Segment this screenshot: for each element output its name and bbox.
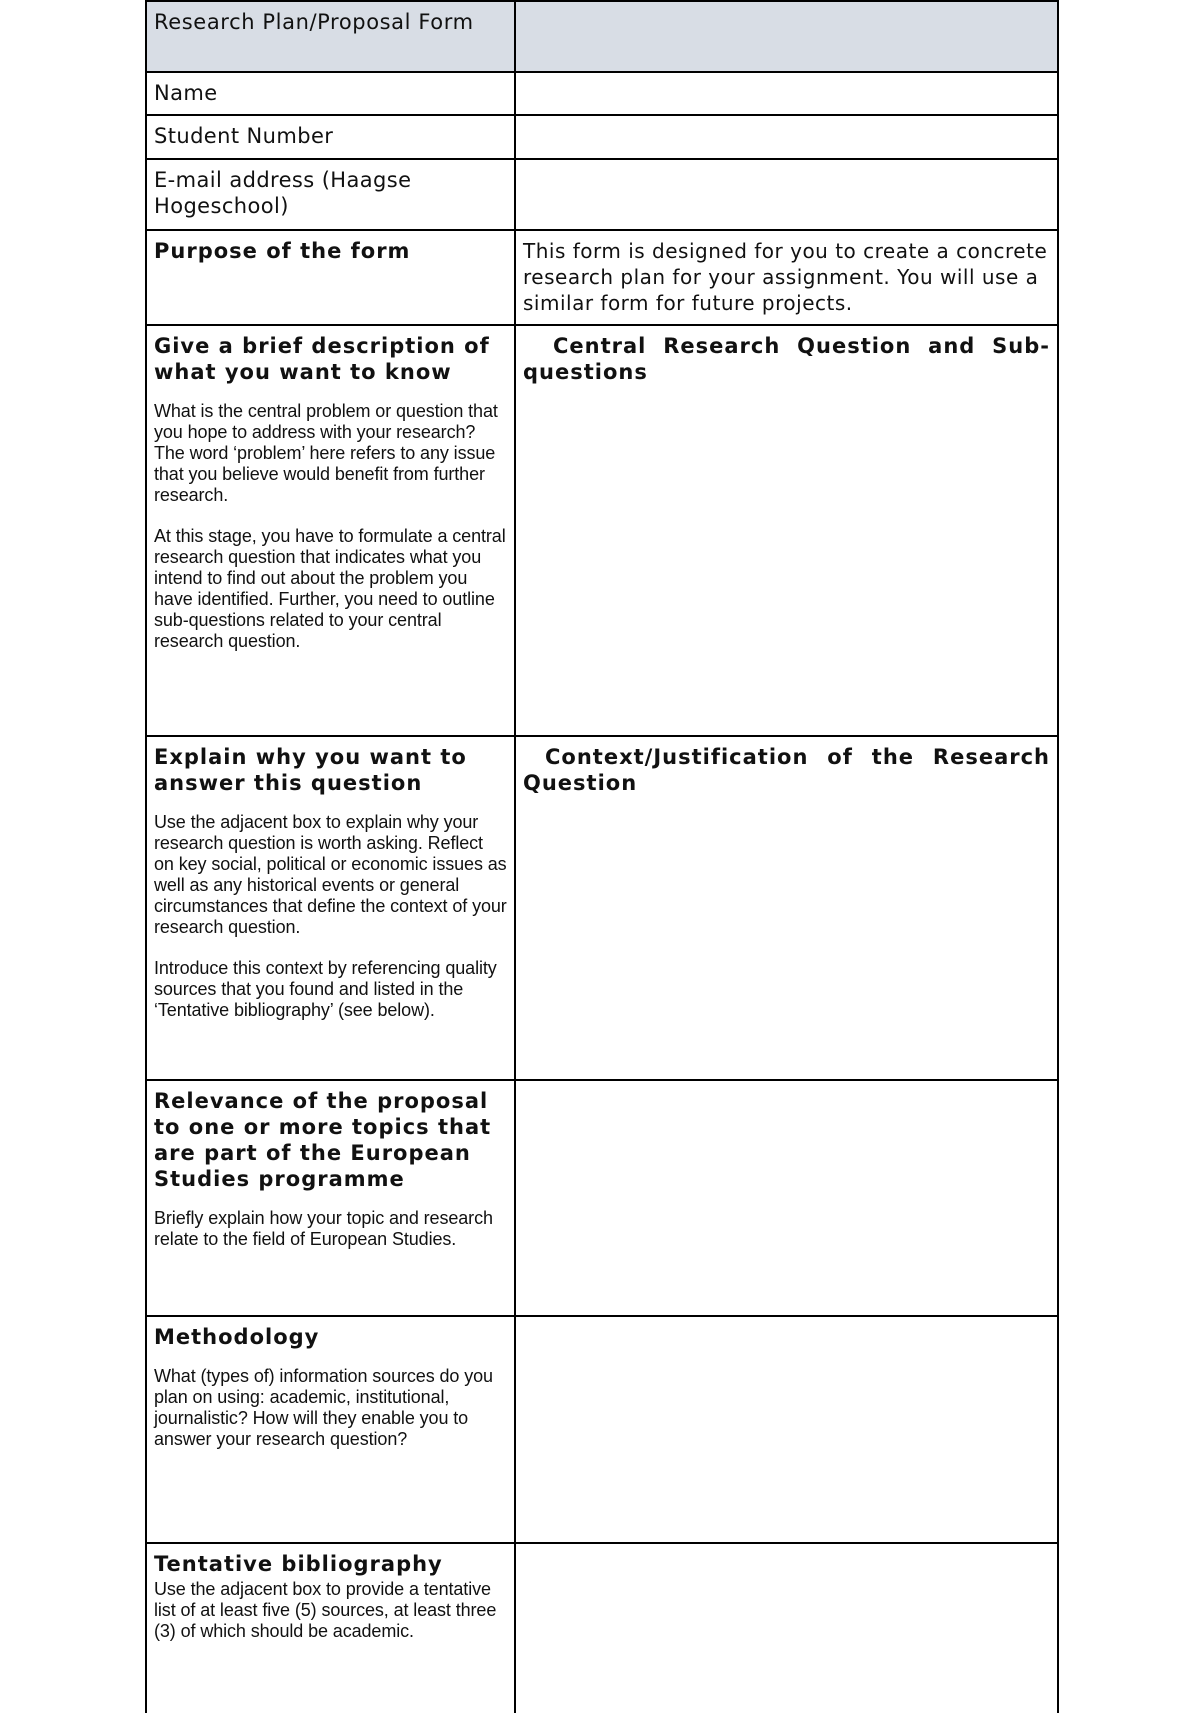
- student-number-row: [146, 115, 1058, 159]
- justification-para-1: Use the adjacent box to explain why your research question is worth asking. Reflect on key social, political or economic issues as well as any historical events or general circumstances that define the context of your research question.: [154, 812, 507, 937]
- justification-heading: Explain why you want to answer this question: [154, 745, 467, 795]
- name-label: Name: [146, 72, 515, 115]
- methodology-row: [146, 1316, 1058, 1543]
- bibliography-row: [146, 1543, 1058, 1713]
- header-empty-cell: [515, 1, 1058, 72]
- header-row: [146, 1, 1058, 72]
- question-description-cell: [146, 325, 515, 736]
- methodology-field[interactable]: [515, 1316, 1058, 1543]
- name-field[interactable]: [515, 72, 1058, 115]
- bibliography-heading: Tentative bibliography: [154, 1552, 443, 1576]
- relevance-description-cell: [146, 1080, 515, 1316]
- student-number-field[interactable]: [515, 115, 1058, 159]
- name-row: [146, 72, 1058, 115]
- bibliography-description-cell: [146, 1543, 515, 1713]
- research-proposal-form: [145, 0, 1059, 1713]
- justification-field[interactable]: [515, 736, 1058, 1080]
- form-title: Research Plan/Proposal Form: [146, 1, 515, 72]
- question-row: [146, 325, 1058, 736]
- email-label: E-mail address (Haagse Hogeschool): [146, 159, 515, 230]
- question-para-2: At this stage, you have to formulate a central research question that indicates what you intend to find out about the problem you have identified. Further, you need to outline sub-questions related to your central research question.: [154, 526, 506, 651]
- purpose-row: [146, 230, 1058, 325]
- bibliography-field[interactable]: [515, 1543, 1058, 1713]
- question-heading: Give a brief description of what you want to know: [154, 334, 490, 384]
- email-field[interactable]: [515, 159, 1058, 230]
- justification-field-heading: Context/Justification of the Research Question: [523, 745, 1050, 795]
- relevance-heading: Relevance of the proposal to one or more topics that are part of the European Studies programme: [154, 1089, 492, 1191]
- purpose-text: This form is designed for you to create a concrete research plan for your assignment. You will use a similar form for future projects.: [515, 230, 1058, 325]
- relevance-row: [146, 1080, 1058, 1316]
- student-number-label: Student Number: [146, 115, 515, 159]
- relevance-para-1: Briefly explain how your topic and research relate to the field of European Studies.: [154, 1208, 493, 1249]
- question-para-1: What is the central problem or question that you hope to address with your research? The word ‘problem’ here refers to any issue that you believe would benefit from further research.: [154, 401, 498, 505]
- methodology-para-1: What (types of) information sources do you plan on using: academic, institutional, journalistic? How will they enable you to answer your research question?: [154, 1366, 493, 1449]
- relevance-field[interactable]: [515, 1080, 1058, 1316]
- methodology-description-cell: [146, 1316, 515, 1543]
- justification-para-2: Introduce this context by referencing quality sources that you found and listed in the ‘Tentative bibliography’ (see below).: [154, 958, 497, 1020]
- research-question-field[interactable]: [515, 325, 1058, 736]
- email-row: [146, 159, 1058, 230]
- methodology-heading: Methodology: [154, 1325, 320, 1349]
- purpose-label: Purpose of the form: [146, 230, 515, 325]
- justification-description-cell: [146, 736, 515, 1080]
- bibliography-para-1: Use the adjacent box to provide a tentative list of at least five (5) sources, at least three (3) of which should be academic.: [154, 1579, 497, 1641]
- research-question-heading: Central Research Question and Sub-questions: [523, 334, 1050, 384]
- justification-row: [146, 736, 1058, 1080]
